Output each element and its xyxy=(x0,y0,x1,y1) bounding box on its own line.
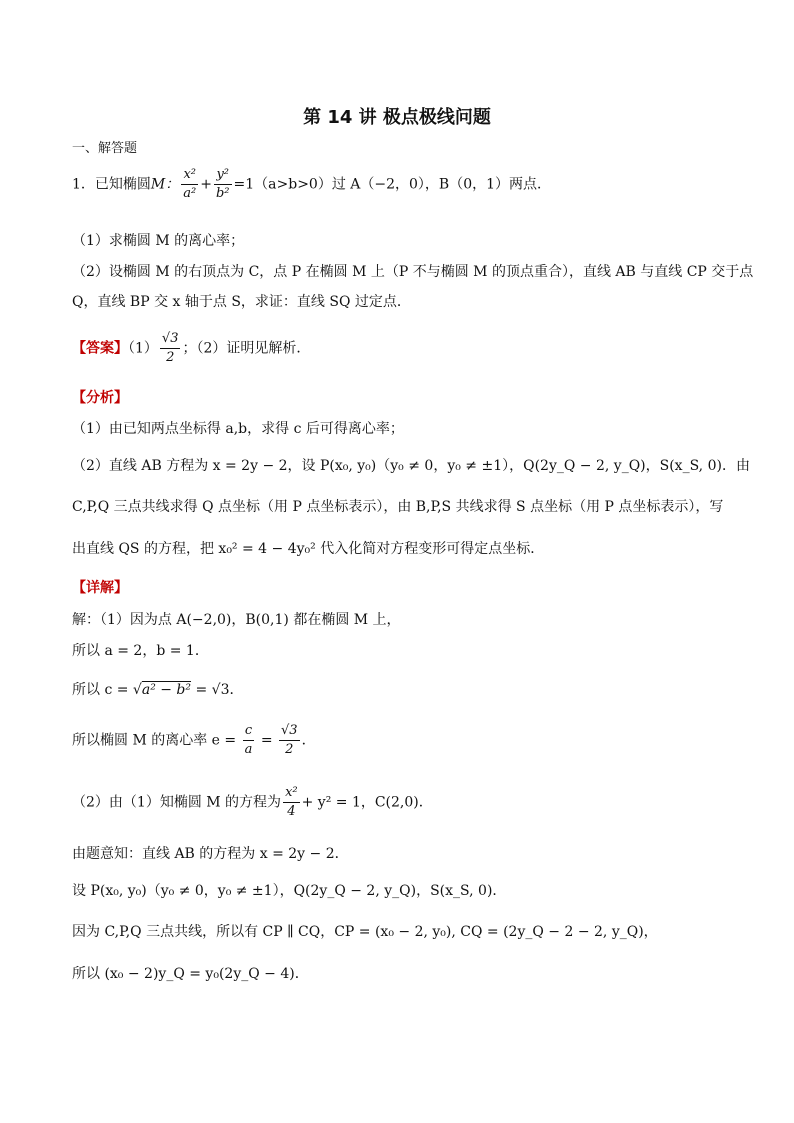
detail-line-3 xyxy=(72,679,243,699)
detail-line-8: 因为 C,P,Q 三点共线，所以有 CP ∥ CQ，CP = (x₀ − 2, y₀), CQ = (2y_Q − 2 − 2, y_Q)， xyxy=(72,924,658,940)
equals-sign: = xyxy=(256,732,278,749)
answer-fraction xyxy=(160,330,181,367)
frac-numerator: x² xyxy=(181,166,198,185)
frac-numerator: x² xyxy=(283,784,300,803)
fraction-sqrt3-2 xyxy=(279,722,300,759)
question-1: （1）求椭圆 M 的离心率； xyxy=(72,233,245,249)
ellipse-equation-rest: + y² = 1，C(2,0)． xyxy=(301,794,433,811)
answer-part-2: ；（2）证明见解析． xyxy=(182,340,311,357)
frac-denominator: 2 xyxy=(285,742,294,757)
frac-denominator: 4 xyxy=(287,804,296,819)
detail-c-label: 所以 c = xyxy=(72,682,133,698)
detail-tag: 【详解】 xyxy=(72,580,128,596)
answer-line xyxy=(72,330,310,367)
question-2-line-2: Q，直线 BP 交 x 轴于点 S，求证：直线 SQ 过定点． xyxy=(72,294,411,310)
fraction-x2-4 xyxy=(283,784,300,821)
analysis-line-1: （1）由已知两点坐标得 a,b，求得 c 后可得离心率； xyxy=(72,421,404,437)
frac-denominator: a² xyxy=(183,186,197,201)
analysis-line-3: C,P,Q 三点共线求得 Q 点坐标（用 P 点坐标表示），由 B,P,S 共线求得 S 点坐标（用 P 点坐标表示），写 xyxy=(72,499,724,515)
detail-line-6: 由题意知：直线 AB 的方程为 x = 2y − 2． xyxy=(72,846,349,862)
ellipse-equation-label: （2）由（1）知椭圆 M 的方程为 xyxy=(72,794,282,811)
analysis-line-2: （2）直线 AB 方程为 x = 2y − 2，设 P(x₀, y₀)（y₀ ≠ 0，y₀ ≠ ±1），Q(2y_Q − 2, y_Q)，S(x_S, 0)．由 xyxy=(72,458,750,474)
frac-numerator: y² xyxy=(214,166,232,185)
frac-numerator: √3 xyxy=(160,330,181,349)
answer-part-1: （1） xyxy=(128,340,158,357)
sqrt-radicand: a² − b² xyxy=(141,682,192,698)
fraction-x2-a2 xyxy=(181,166,198,203)
frac-numerator: √3 xyxy=(279,722,300,741)
detail-line-9: 所以 (x₀ − 2)y_Q = y₀(2y_Q − 4)． xyxy=(72,966,309,982)
section-heading: 一、解答题 xyxy=(72,141,138,156)
plus-sign: + xyxy=(200,176,212,193)
answer-tag: 【答案】 xyxy=(72,340,128,357)
detail-line-4 xyxy=(72,722,316,759)
problem-prefix: 1．已知椭圆 xyxy=(72,176,151,193)
analysis-tag: 【分析】 xyxy=(72,390,128,406)
frac-denominator: b² xyxy=(215,186,230,201)
frac-numerator: c xyxy=(243,722,255,741)
detail-line-7: 设 P(x₀, y₀)（y₀ ≠ 0，y₀ ≠ ±1），Q(2y_Q − 2, y_Q)，S(x_S, 0)． xyxy=(72,883,507,899)
fraction-y2-b2 xyxy=(214,166,232,203)
question-2-line-1: （2）设椭圆 M 的右顶点为 C，点 P 在椭圆 M 上（P 不与椭圆 M 的顶点重合），直线 AB 与直线 CP 交于点 xyxy=(72,264,754,280)
detail-line-1: 解：（1）因为点 A(−2,0)，B(0,1) 都在椭圆 M 上， xyxy=(72,612,401,628)
problem-statement xyxy=(72,166,551,203)
frac-denominator: 2 xyxy=(166,350,175,365)
problem-m: M： xyxy=(150,176,180,193)
fraction-c-a xyxy=(243,722,255,759)
period: ． xyxy=(301,732,316,749)
eccentricity-label: 所以椭圆 M 的离心率 e = xyxy=(72,732,241,749)
problem-condition: =1（a>b>0）过 A（−2，0），B（0，1）两点． xyxy=(233,176,552,193)
analysis-line-4: 出直线 QS 的方程，把 x₀² = 4 − 4y₀² 代入化简对方程变形可得定点坐标． xyxy=(72,541,545,557)
detail-line-2: 所以 a = 2，b = 1． xyxy=(72,643,209,659)
detail-c-value: = √3． xyxy=(191,682,244,698)
sqrt-symbol: √ xyxy=(132,682,142,698)
detail-line-5 xyxy=(72,784,433,821)
page-title: 第 14 讲 极点极线问题 xyxy=(303,107,491,128)
frac-denominator: a xyxy=(244,742,253,757)
